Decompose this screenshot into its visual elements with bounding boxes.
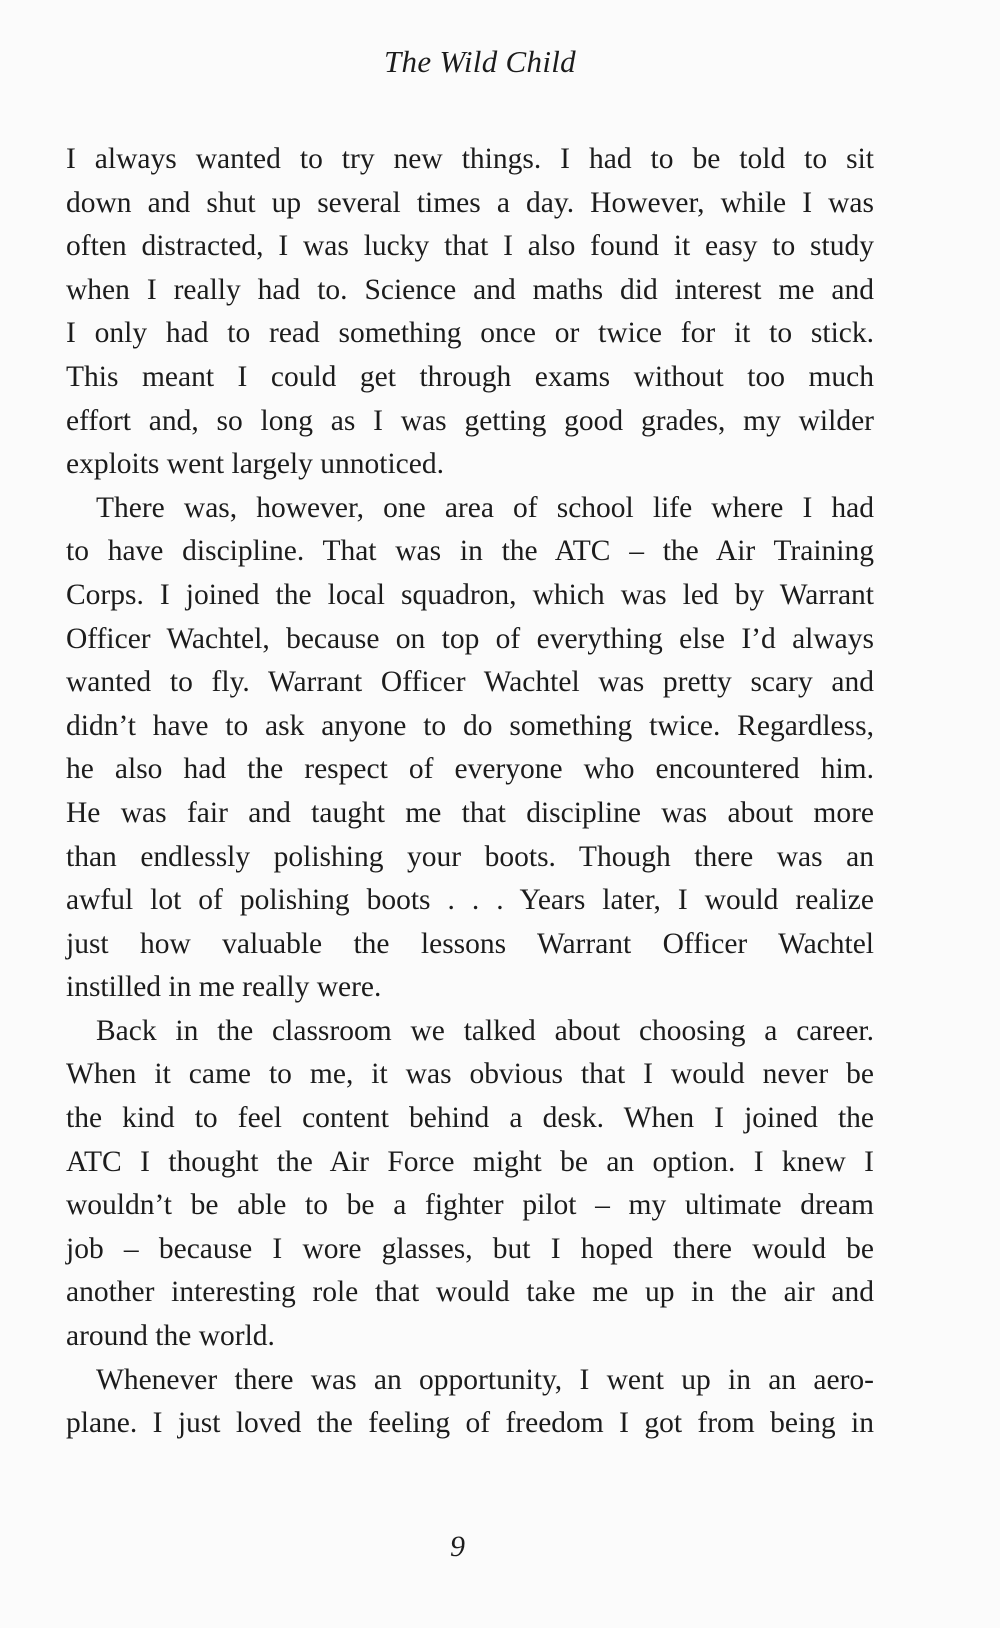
text-line: He was fair and taught me that discipline was about more [66, 796, 874, 829]
text-line: around the world. [66, 1320, 275, 1353]
text-line: There was, however, one area of school life where I had [96, 491, 874, 524]
text-line: than endlessly polishing your boots. Though there was an [66, 840, 874, 873]
text-line: effort and, so long as I was getting good grades, my wilder [66, 404, 874, 437]
page-number: 9 [450, 1530, 465, 1563]
text-line: exploits went largely unnoticed. [66, 448, 444, 481]
text-line: Whenever there was an opportunity, I went up in an aero- [96, 1363, 874, 1396]
text-line: down and shut up several times a day. However, while I was [66, 186, 874, 219]
text-line: instilled in me really were. [66, 971, 382, 1004]
text-line: he also had the respect of everyone who encountered him. [66, 753, 874, 786]
paragraph-1 [66, 138, 874, 487]
text-line: Back in the classroom we talked about choosing a career. [96, 1014, 874, 1047]
paragraph-2 [66, 487, 874, 1010]
text-line: didn’t have to ask anyone to do something twice. Regardless, [66, 709, 874, 742]
body-text [66, 138, 874, 1446]
paragraph-3 [66, 1010, 874, 1359]
text-line: wouldn’t be able to be a fighter pilot – my ultimate dream [66, 1189, 874, 1222]
text-line: When it came to me, it was obvious that I would never be [66, 1058, 874, 1091]
text-line: often distracted, I was lucky that I also found it easy to study [66, 230, 874, 263]
text-line: job – because I wore glasses, but I hoped there would be [66, 1232, 874, 1265]
text-line: plane. I just loved the feeling of freedom I got from being in [66, 1407, 874, 1440]
text-line: just how valuable the lessons Warrant Officer Wachtel [66, 927, 874, 960]
text-line: Officer Wachtel, because on top of everything else I’d always [66, 622, 874, 655]
text-line: when I really had to. Science and maths did interest me and [66, 273, 874, 306]
text-line: This meant I could get through exams without too much [66, 360, 874, 393]
text-line: I always wanted to try new things. I had to be told to sit [66, 143, 874, 175]
text-line: to have discipline. That was in the ATC – the Air Training [66, 535, 874, 568]
paragraph-4 [66, 1359, 874, 1446]
text-line: wanted to fly. Warrant Officer Wachtel was pretty scary and [66, 666, 874, 699]
text-line: Corps. I joined the local squadron, which was led by Warrant [66, 578, 874, 611]
text-line: awful lot of polishing boots . . . Years later, I would realize [66, 884, 874, 917]
running-head: The Wild Child [384, 44, 576, 79]
text-line: another interesting role that would take me up in the air and [66, 1276, 874, 1309]
text-line: ATC I thought the Air Force might be an option. I knew I [66, 1145, 874, 1178]
text-line: the kind to feel content behind a desk. When I joined the [66, 1102, 874, 1135]
text-line: I only had to read something once or twice for it to stick. [66, 317, 874, 350]
